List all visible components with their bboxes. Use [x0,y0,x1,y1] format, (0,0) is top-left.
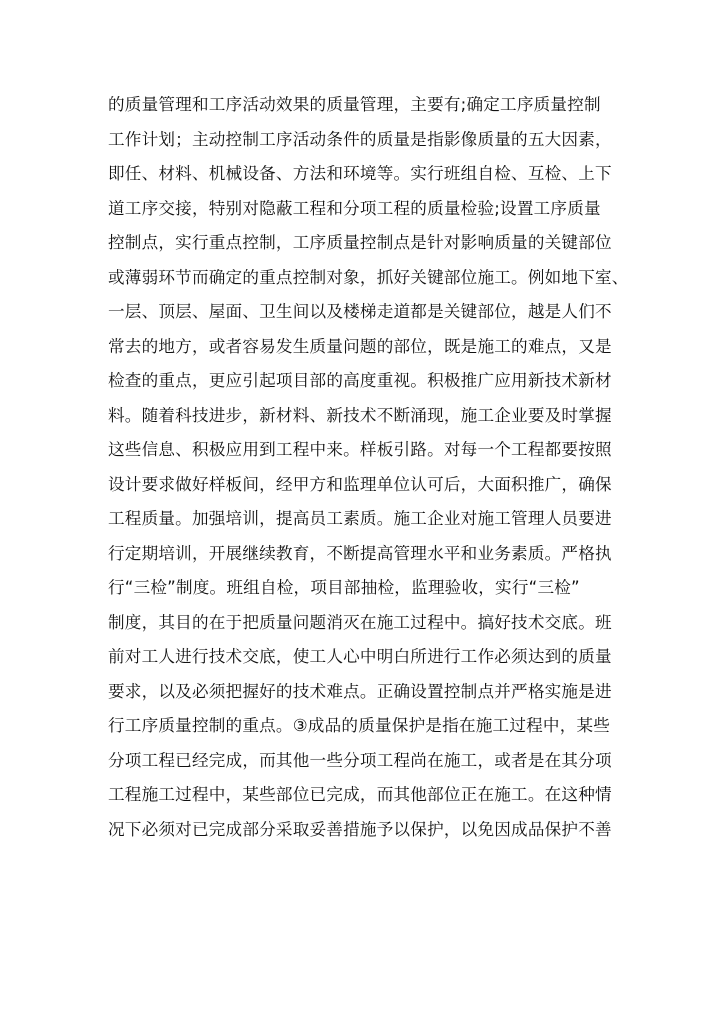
text-line-20: 分项工程已经完成，而其他一些分项工程尚在施工，或者是在其分项 [108,750,612,770]
text-line-1: 的质量管理和工序活动效果的质量管理，主要有;确定工序质量控制 [108,95,601,114]
text-line-15: 行“三检”制度。班组自检，项目部抽检，监理验收，实行“三检” [108,578,580,597]
text-line-7: 一层、顶层、屋面、卫生间以及楼梯走道都是关键部位，越是人们不 [108,302,612,321]
text-line-4: 道工序交接，特别对隐蔽工程和分项工程的质量检验;设置工序质量 [108,198,601,218]
text-line-8: 常去的地方，或者容易发生质量问题的部位，既是施工的难点，又是 [108,336,612,356]
text-line-2: 工作计划；主动控制工序活动条件的质量是指影像质量的五大因素， [108,129,612,149]
text-line-19: 行工序质量控制的重点。③成品的质量保护是指在施工过程中，某些 [108,716,611,735]
text-line-9: 检查的重点，更应引起项目部的高度重视。积极推广应用新技术新材 [108,371,612,390]
text-line-3: 即任、材料、机械设备、方法和环境等。实行班组自检、互检、上下 [108,164,612,183]
text-line-5: 控制点，实行重点控制，工序质量控制点是针对影响质量的关键部位 [108,233,612,252]
text-line-11: 这些信息、积极应用到工程中来。样板引路。对每一个工程都要按照 [108,440,612,459]
text-line-12: 设计要求做好样板间，经甲方和监理单位认可后，大面积推广，确保 [108,474,612,494]
text-line-22: 况下必须对已完成部分采取妥善措施予以保护，以免因成品保护不善 [108,819,612,839]
text-line-10: 料。随着科技进步，新材料、新技术不断涌现，施工企业要及时掌握 [108,405,612,425]
text-line-6: 或薄弱环节而确定的重点控制对象，抓好关键部位施工。例如地下室、 [108,267,629,287]
text-line-21: 工程施工过程中，某些部位已完成，而其他部位正在施工。在这种情 [108,785,612,804]
text-line-13: 工程质量。加强培训，提高员工素质。施工企业对施工管理人员要进 [108,509,612,528]
text-line-14: 行定期培训，开展继续教育，不断提高管理水平和业务素质。严格执 [108,543,612,563]
body-text [108,88,629,847]
text-line-17: 前对工人进行技术交底，使工人心中明白所进行工作必须达到的质量 [108,647,612,666]
text-line-18: 要求，以及必须把握好的技术难点。正确设置控制点并严格实施是进 [108,681,612,701]
text-line-16: 制度，其目的在于把质量问题消灭在施工过程中。搞好技术交底。班 [108,612,612,632]
